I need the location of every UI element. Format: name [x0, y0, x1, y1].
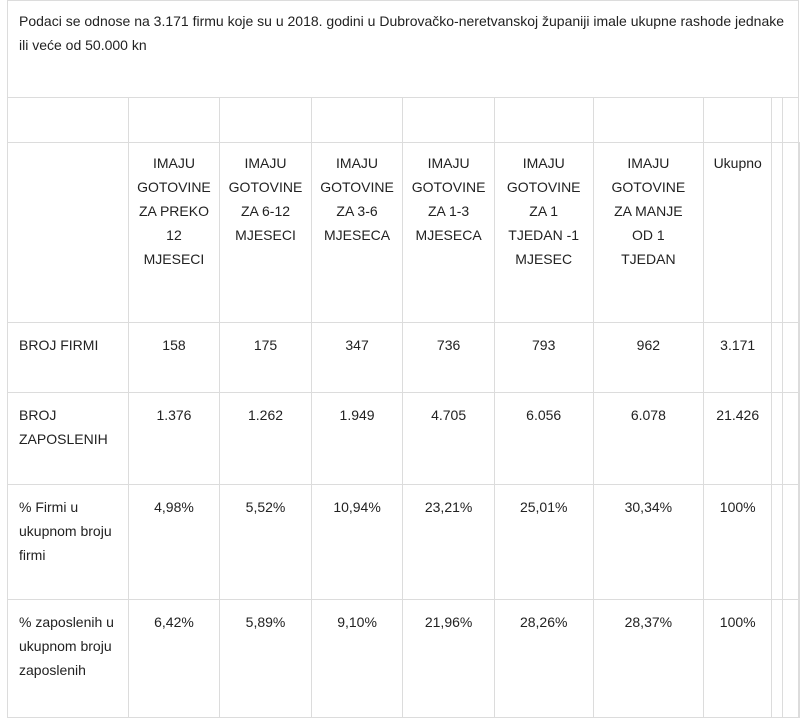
- table-cell: 6.056: [494, 393, 593, 485]
- row-label: BROJ FIRMI: [8, 323, 129, 393]
- row-label: BROJ ZAPOSLENIH: [8, 393, 129, 485]
- column-header: IMAJU GOTOVINE ZA 1 TJEDAN -1 MJESEC: [506, 155, 581, 267]
- table-cell: 175: [220, 323, 312, 393]
- table-cell: 28,26%: [494, 600, 593, 718]
- table-cell-total: 21.426: [704, 393, 772, 485]
- column-header: IMAJU GOTOVINE ZA MANJE OD 1 TJEDAN: [611, 155, 686, 267]
- spacer-row: [8, 98, 800, 143]
- column-header: IMAJU GOTOVINE ZA 3-6 MJESECA: [320, 155, 394, 243]
- table-caption: Podaci se odnose na 3.171 firmu koje su u 2018. godini u Dubrovačko-neretvanskoj županiji imale ukupne rashode jednake ili veće od 50.000 kn: [8, 1, 799, 98]
- row-label: % Firmi u ukupnom broju firmi: [8, 485, 129, 600]
- table-cell: 1.376: [128, 393, 220, 485]
- table-cell: 5,89%: [220, 600, 312, 718]
- table-cell: 347: [311, 323, 403, 393]
- table-cell: 736: [403, 323, 495, 393]
- table-cell: 9,10%: [311, 600, 403, 718]
- table-row: [8, 323, 800, 393]
- column-header: IMAJU GOTOVINE ZA 6-12 MJESECI: [228, 155, 303, 243]
- table-cell: 28,37%: [593, 600, 704, 718]
- data-table: [7, 0, 800, 718]
- table-cell: 962: [593, 323, 704, 393]
- table-cell: 5,52%: [220, 485, 312, 600]
- header-row: [8, 143, 800, 323]
- table-cell: 4.705: [403, 393, 495, 485]
- column-header: IMAJU GOTOVINE ZA PREKO 12 MJESECI: [137, 155, 211, 267]
- table-row: [8, 485, 800, 600]
- table-cell-total: 100%: [704, 600, 772, 718]
- table-cell: 30,34%: [593, 485, 704, 600]
- table-cell: 1.262: [220, 393, 312, 485]
- table-row: [8, 393, 800, 485]
- table-cell-total: 100%: [704, 485, 772, 600]
- table-cell: 158: [128, 323, 220, 393]
- table-cell: 6.078: [593, 393, 704, 485]
- header-corner-cell: [8, 143, 129, 323]
- table-cell: 1.949: [311, 393, 403, 485]
- table-cell: 6,42%: [128, 600, 220, 718]
- table-cell: 21,96%: [403, 600, 495, 718]
- column-header-total: Ukupno: [713, 155, 762, 171]
- table-cell: 25,01%: [494, 485, 593, 600]
- column-header: IMAJU GOTOVINE ZA 1-3 MJESECA: [411, 155, 486, 243]
- table-row: [8, 600, 800, 718]
- table-cell: 10,94%: [311, 485, 403, 600]
- table-cell-total: 3.171: [704, 323, 772, 393]
- table-cell: 4,98%: [128, 485, 220, 600]
- row-label: % zaposlenih u ukupnom broju zaposlenih: [8, 600, 129, 718]
- table-cell: 793: [494, 323, 593, 393]
- table-cell: 23,21%: [403, 485, 495, 600]
